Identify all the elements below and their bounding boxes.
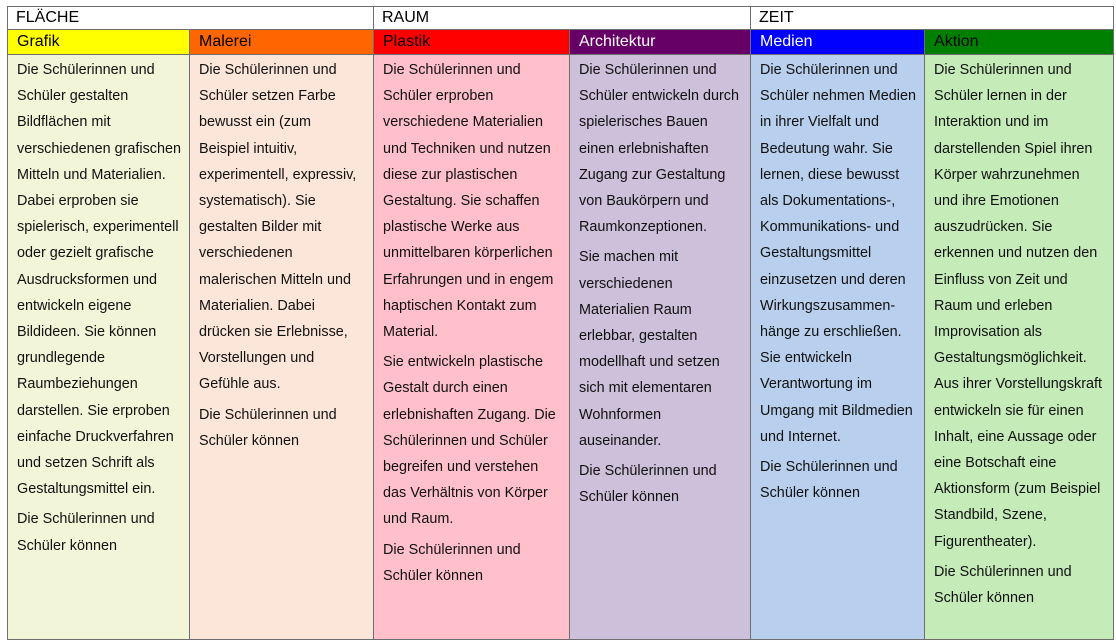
header-medien: Medien — [751, 30, 925, 55]
category-row — [8, 30, 1114, 55]
paragraph: Die Schülerinnen und Schüler können — [199, 406, 337, 449]
body-aktion — [925, 55, 1114, 640]
body-malerei — [190, 55, 374, 640]
paragraph: Die Schülerinnen und Schüler können — [760, 459, 898, 502]
body-medien — [751, 55, 925, 640]
header-architektur: Architektur — [570, 30, 751, 55]
paragraph: Sie machen mit verschiedenen Materialien Raum erlebbar, gestalten modellhaft und setzen sich mit elementaren Wohnformen auseinander. — [579, 249, 720, 449]
paragraph: Die Schülerinnen und Schüler setzen Farbe bewusst ein (zum Beispiel intuitiv, experimentell, expressiv, systematisch). Sie gestalten Bilder mit verschiedenen malerischen Mitteln und Materialien. Dabei drücken sie Erlebnisse, Vorstellungen und Gefühle aus. — [199, 62, 357, 393]
group-flaeche: FLÄCHE — [8, 7, 374, 30]
paragraph: Die Schülerinnen und Schüler nehmen Medien in ihrer Vielfalt und Bedeutung wahr. Sie lernen, diese bewusst als Dokumentations-, Kommunikations- und Gestaltungsmittel einzusetzen und deren Wirkungszusammen-hänge zu erschließen. Sie entwickeln Verantwortung im Umgang mit Bildmedien und Internet. — [760, 62, 917, 445]
paragraph: Die Schülerinnen und Schüler können — [17, 511, 155, 554]
header-malerei: Malerei — [190, 30, 374, 55]
body-architektur — [570, 55, 751, 640]
group-row — [8, 7, 1114, 30]
body-plastik — [374, 55, 570, 640]
header-aktion: Aktion — [925, 30, 1114, 55]
paragraph: Die Schülerinnen und Schüler können — [383, 541, 521, 584]
paragraph: Die Schülerinnen und Schüler können — [579, 463, 717, 506]
paragraph: Die Schülerinnen und Schüler erproben verschiedene Materialien und Techniken und nutzen diese zur plastischen Gestaltung. Sie schaffen plastische Werke aus unmittelbaren körperlichen Erfahrungen und in engem haptischen Kontakt zum Material. — [383, 62, 554, 341]
paragraph: Die Schülerinnen und Schüler gestalten Bildflächen mit verschiedenen grafischen Mitteln und Materialien. Dabei erproben sie spielerisch, experimentell oder gezielt grafische Ausdrucksformen und entwickeln eigene Bildideen. Sie können grundlegende Raumbeziehungen darstellen. Sie erproben einfache Druckverfahren und setzen Schrift als Gestaltungsmittel ein. — [17, 62, 181, 498]
header-plastik: Plastik — [374, 30, 570, 55]
paragraph: Die Schülerinnen und Schüler entwickeln durch spielerisches Bauen einen erlebnishaften Zugang zur Gestaltung von Baukörpern und Raumkonzeptionen. — [579, 62, 739, 236]
body-row — [8, 55, 1114, 640]
body-grafik — [8, 55, 190, 640]
paragraph: Sie entwickeln plastische Gestalt durch einen erlebnishaften Zugang. Die Schülerinnen und Schüler begreifen und verstehen das Verhältnis von Körper und Raum. — [383, 354, 556, 528]
curriculum-table — [7, 6, 1114, 640]
paragraph: Die Schülerinnen und Schüler können — [934, 563, 1072, 607]
group-zeit: ZEIT — [751, 7, 1114, 30]
header-grafik: Grafik — [8, 30, 190, 55]
paragraph: Die Schülerinnen und Schüler lernen in der Interaktion und im darstellenden Spiel ihren Körper wahrzunehmen und ihre Emotionen auszudrücken. Sie erkennen und nutzen den Einfluss von Zeit und Raum und erleben Improvisation als Gestaltungsmöglichkeit. Aus ihrer Vorstellungskraft entwickeln sie für einen Inhalt, eine Aussage oder eine Botschaft eine Aktionsform (zum Beispiel Standbild, Szene, Figurentheater). — [934, 62, 1102, 550]
group-raum: RAUM — [374, 7, 751, 30]
